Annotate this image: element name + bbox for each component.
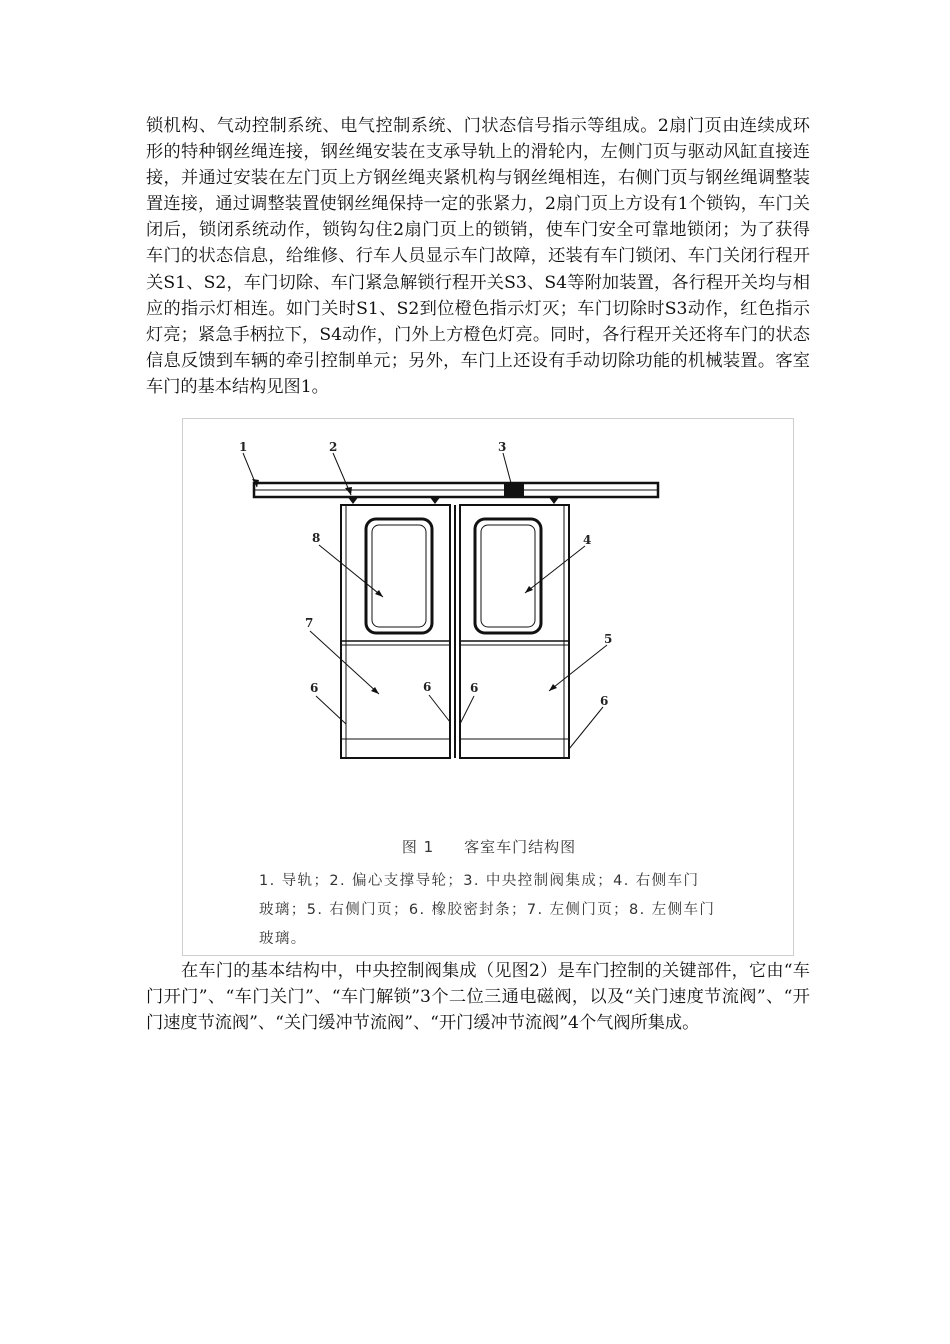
- legend-line: 玻璃；5. 右侧门页；6. 橡胶密封条；7. 左侧门页；8. 左侧车门: [259, 902, 716, 918]
- callout-6-center-right: 6: [470, 681, 479, 695]
- figure-title: 客室车门结构图: [464, 838, 577, 856]
- figure-1: [182, 418, 794, 956]
- callout-6-center-left: 6: [423, 680, 432, 694]
- callout-7: 7: [305, 616, 314, 630]
- paragraph-text: 在车门的基本结构中，中央控制阀集成（见图2）是车门控制的关键部件，它由“车门开门”、“车门关门”、“车门解锁”3个二位三通电磁阀，以及“关门速度节流阀”、“开门速度节流阀”、“关门缓冲节流阀”、“开门缓冲节流阀”4个气阀所集成。: [146, 961, 810, 1034]
- figure-legend: [259, 867, 739, 954]
- paragraph-text: 锁机构、气动控制系统、电气控制系统、门状态信号指示等组成。2扇门页由连续成环形的特种钢丝绳连接，钢丝绳安装在支承导轨上的滑轮内，左侧门页与驱动风缸直接连接，并通过安装在左门页上方钢丝绳夹紧机构与钢丝绳相连，右侧门页与钢丝绳调整装置连接，通过调整装置使钢丝绳保持一定的张紧力，2扇门页上方设有1个锁钩，车门关闭后，锁闭系统动作，锁钩勾住2扇门页上的锁销，使车门安全可靠地锁闭；为了获得车门的状态信息，给维修、行车人员显示车门故障，还装有车门锁闭、车门关闭行程开关S1、S2，车门切除、车门紧急解锁行程开关S3、S4等附加装置，各行程开关均与相应的指示灯相连。如门关时S1、S2到位橙色指示灯灭；车门切除时S3动作，红色指示灯亮；紧急手柄拉下，S4动作，门外上方橙色灯亮。同时，各行程开关还将车门的状态信息反馈到车辆的牵引控制单元；另外，车门上还设有手动切除功能的机械装置。客室车门的基本结构见图1。: [146, 116, 810, 397]
- callout-6-left: 6: [310, 681, 319, 695]
- callout-8: 8: [312, 531, 321, 545]
- left-door-leaf: [341, 505, 450, 758]
- callout-6-right: 6: [600, 694, 609, 708]
- callout-1: 1: [239, 440, 248, 454]
- central-valve-block: [504, 482, 524, 497]
- guide-roller: [429, 496, 441, 504]
- figure-caption: [183, 836, 795, 857]
- callout-3: 3: [498, 440, 507, 454]
- guide-rail: [254, 483, 658, 497]
- body-paragraph-2: [146, 958, 810, 1036]
- right-door-leaf: [460, 505, 569, 758]
- callout-2: 2: [329, 440, 338, 454]
- legend-line: 玻璃。: [259, 931, 307, 947]
- callout-5: 5: [604, 632, 613, 646]
- callout-4: 4: [583, 533, 592, 547]
- leader-arrowheads: [252, 479, 557, 694]
- figure-number: 图 1: [401, 838, 435, 856]
- body-paragraph-1: [146, 113, 810, 400]
- center-seal: [450, 505, 460, 758]
- guide-roller: [548, 496, 560, 504]
- legend-line: 1. 导轨；2. 偏心支撑导轮；3. 中央控制阀集成；4. 右侧车门: [259, 873, 700, 889]
- guide-roller: [347, 496, 359, 504]
